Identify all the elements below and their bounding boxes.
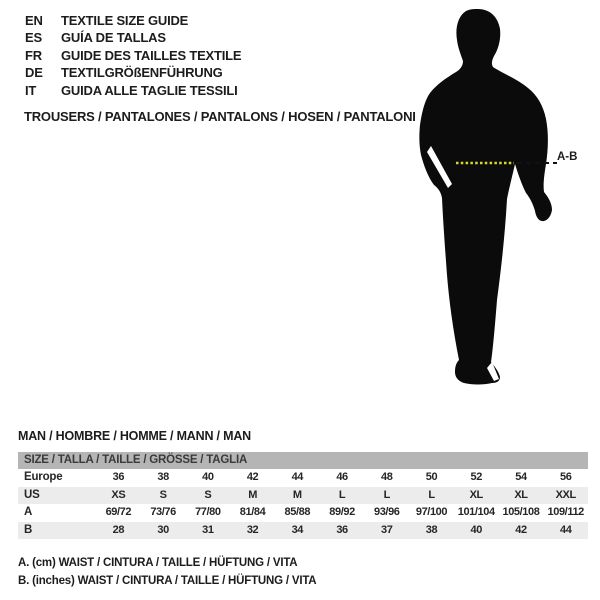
size-table (18, 452, 588, 539)
table-cell: XS (111, 488, 126, 501)
table-cell: 56 (559, 471, 572, 483)
row-label: B (24, 523, 33, 536)
man-silhouette-shape (419, 9, 552, 385)
row-label: A (24, 506, 33, 518)
table-cell: 81/84 (239, 506, 266, 518)
language-list (25, 12, 241, 99)
category-title: TROUSERS / PANTALONES / PANTALONS / HOSEN / PANTALONI (24, 109, 416, 124)
table-cell: 44 (291, 471, 304, 483)
table-cell: 93/96 (374, 506, 400, 518)
table-cell: M (248, 488, 257, 501)
language-label: GUIDE DES TAILLES TEXTILE (61, 47, 242, 63)
language-code: IT (25, 82, 37, 98)
table-cell: L (428, 488, 435, 501)
language-row (25, 12, 241, 29)
table-cell: S (204, 488, 212, 501)
table-row (18, 487, 588, 505)
table-cell: XXL (555, 488, 576, 501)
table-cell: 89/92 (329, 506, 355, 518)
language-row (25, 29, 241, 46)
table-cell: 97/100 (415, 506, 448, 518)
table-cell: 105/108 (502, 506, 540, 518)
size-table-body (18, 469, 588, 539)
table-cell: 46 (336, 471, 348, 483)
table-cell: 77/80 (195, 506, 221, 518)
table-cell: S (159, 488, 167, 501)
language-code: ES (25, 30, 42, 46)
table-cell: 101/104 (457, 506, 495, 518)
table-cell: 44 (559, 523, 572, 536)
language-row (25, 64, 241, 81)
language-code: EN (25, 13, 43, 28)
table-cell: 48 (381, 471, 393, 483)
row-label: Europe (24, 471, 63, 483)
table-cell: 30 (157, 523, 169, 536)
table-cell: 36 (112, 471, 125, 483)
table-cell: 32 (246, 523, 259, 536)
language-code: DE (25, 65, 43, 81)
table-row (18, 522, 588, 540)
section-title-man: MAN / HOMBRE / HOMME / MANN / MAN (18, 429, 251, 443)
table-cell: 38 (425, 523, 438, 536)
table-cell: 28 (112, 523, 125, 536)
table-cell: 42 (246, 471, 259, 483)
man-silhouette-figure (410, 0, 580, 398)
table-cell: 38 (157, 471, 169, 483)
table-cell: XL (514, 488, 528, 501)
footnote-line: A. (cm) WAIST / CINTURA / TAILLE / HÜFTUNG / VITA (18, 557, 298, 569)
table-cell: 40 (202, 471, 214, 483)
table-cell: L (383, 488, 390, 501)
table-cell: 31 (202, 523, 214, 536)
table-cell: 69/72 (105, 506, 132, 518)
man-silhouette-svg (410, 0, 580, 398)
table-cell: 52 (470, 471, 482, 483)
footnotes (18, 554, 316, 590)
row-label: US (24, 488, 40, 501)
table-cell: M (292, 488, 302, 501)
waist-measure-label: A-B (557, 151, 578, 163)
table-cell: L (338, 488, 346, 501)
table-cell: 34 (291, 523, 304, 536)
language-label: TEXTILE SIZE GUIDE (61, 13, 189, 28)
table-cell: 85/88 (284, 506, 311, 518)
table-cell: 109/112 (547, 506, 584, 518)
language-label: GUÍA DE TALLAS (61, 30, 166, 46)
size-table-header: SIZE / TALLA / TAILLE / GRÖSSE / TAGLIA (18, 452, 588, 469)
table-cell: 50 (425, 471, 438, 483)
table-cell: 73/76 (150, 506, 176, 518)
language-label: TEXTILGRÖßENFÜHRUNG (61, 65, 223, 81)
table-cell: 42 (515, 523, 527, 536)
table-row (18, 504, 588, 522)
table-cell: 40 (470, 523, 482, 536)
table-cell: 54 (515, 471, 527, 483)
table-row (18, 469, 588, 487)
language-row (25, 82, 241, 99)
language-code: FR (25, 47, 42, 63)
table-cell: XL (469, 488, 483, 501)
language-label: GUIDA ALLE TAGLIE TESSILI (61, 82, 238, 98)
footnote-line: B. (inches) WAIST / CINTURA / TAILLE / HÜFTUNG / VITA (18, 575, 317, 587)
table-cell: 36 (336, 523, 348, 536)
language-row (25, 47, 241, 64)
table-cell: 37 (381, 523, 393, 536)
